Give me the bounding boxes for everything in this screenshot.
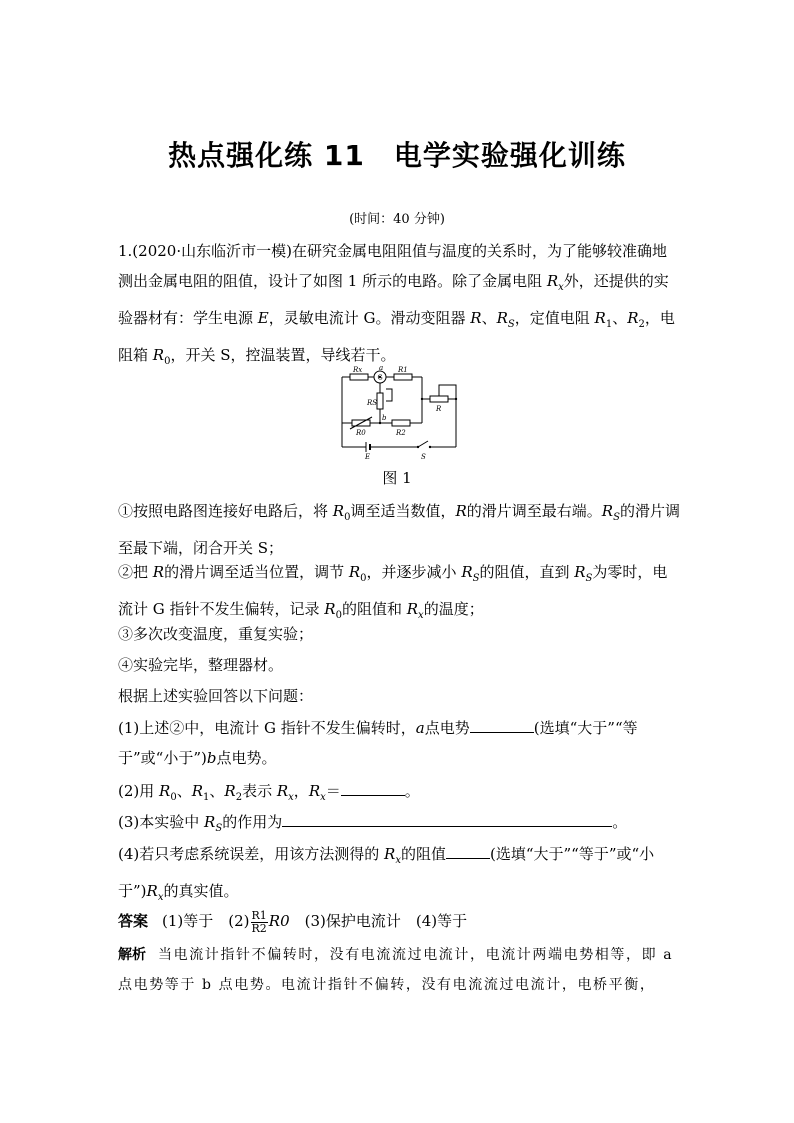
switch-blade [418,441,428,447]
label-r0: R0 [356,429,366,437]
step-4: ④实验完毕，整理器材。 [118,656,284,674]
label-s: S [421,453,426,461]
r1-resistor [394,374,412,380]
answer-blank-2[interactable] [341,779,405,796]
answer-blank-1[interactable] [470,716,534,733]
label-a: a [379,364,384,372]
answer-blank-4[interactable] [446,842,490,859]
page-title: 热点强化练 11 电学实验强化训练 [168,139,626,172]
analysis-label: 解析 [118,947,146,963]
time-limit: (时间：40 分钟) [349,212,445,227]
figure-caption: 图 1 [382,469,412,487]
label-e: E [365,453,371,461]
label-rx: Rx [353,366,363,374]
label-g: G [377,373,383,382]
circuit-diagram [338,363,462,461]
question-2: (2)用 $R_0$、$R_1$、$R_2$表示 $R_x$，$R_x=$ 。 [118,776,680,813]
answer-line: 答案 (1)等于 (2) $\frac{R1}{R2}$ R0 (3)保护电流计 (4)等于 [118,908,468,935]
step-3: ③多次改变温度，重复实验； [118,625,314,643]
label-b: b [382,414,387,422]
rheostat-r [430,396,448,402]
answer-label: 答案 [118,912,149,930]
questions-lead: 根据上述实验回答以下问题： [118,687,314,705]
analysis-text: 解析 当电流计指针不偏转时，没有电流流过电流计，电流计两端电势相等，即 a 点电势等于 b 点电势。电流计指针不偏转，没有电流流过电流计，电桥平衡， [118,947,674,993]
label-r1: R1 [398,366,408,374]
step-2: ②把 R的滑片调至适当位置，调节 $R_0$，并逐步减小 $R_S$的阻值，直到 $R_S$为零时，电流计 G 指针不发生偏转，记录 $R_0$的阻值和 $R_x$的温度； [118,563,668,621]
rx-resistor [350,374,368,380]
answer-fraction: $\frac{R1}{R2}$ [251,908,267,935]
label-r: R [436,405,442,413]
question-4: (4)若只考虑系统误差，用该方法测得的 $R_x$的阻值 (选填“大于”“等于”或“小于$”)R_x$的真实值。 [118,839,680,913]
rs-resistor [377,393,383,409]
step-1: ①按照电路图连接好电路后，将 $R_0$调至适当数值，R的滑片调至最右端。$R_S$的滑片调至最下端，闭合开关 S； [118,502,680,557]
label-rs: RS [367,399,378,407]
question-1: (1)上述②中，电流计 G 指针不发生偏转时，a点电势 (选填“大于”“等于”或“小于”)b点电势。 [118,713,680,773]
answer-blank-3[interactable] [282,810,612,827]
question-intro: 1.(2020·山东临沂市一模)在研究金属电阻阻值与温度的关系时，为了能够较准确地测出金属电阻的阻值，设计了如图 1 所示的电路。除了金属电阻 $R_x$外，还提供的实验器材有：学生电源 E，灵敏电流计 G。滑动变阻器 R、$R_S$，定值电阻 $R_1$、$R_2$，电阻箱 $R_0$，开关 S，控温装置，导线若干。 [118,242,675,367]
r2-resistor [392,420,410,426]
question-3: (3)本实验中 $R_S$的作用为 。 [118,807,680,844]
label-r2: R2 [396,429,406,437]
